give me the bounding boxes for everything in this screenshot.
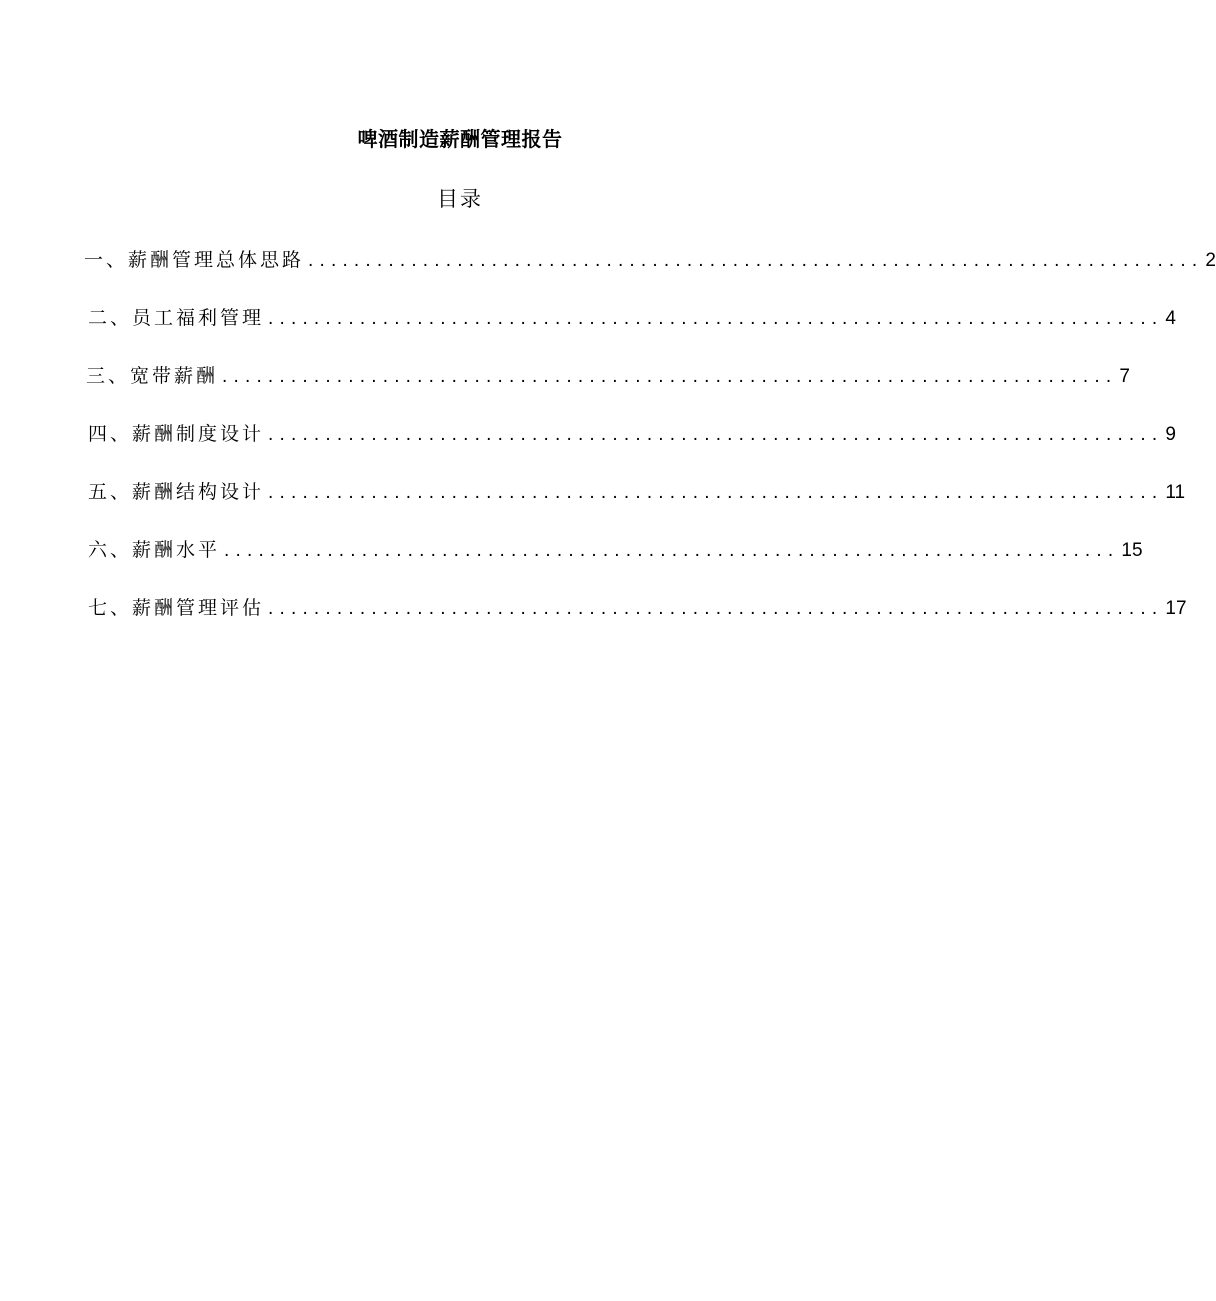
toc-entry-7[interactable] [88, 592, 1187, 624]
toc-entry-5[interactable] [88, 476, 1186, 508]
toc-entry-label: 一、薪酬管理总体思路 [84, 249, 305, 271]
toc-entry-label: 三、宽带薪酬 [86, 365, 219, 387]
toc-page-number: 2 [1205, 250, 1216, 271]
toc-entry-label: 二、员工福利管理 [88, 307, 265, 329]
toc-entry-2[interactable] [88, 302, 1176, 334]
toc-entry-3[interactable] [86, 360, 1130, 392]
toc-dot-leader: .............................................................................. [308, 250, 1204, 271]
toc-dot-leader: .............................................................................. [268, 308, 1164, 329]
toc-page-number: 17 [1165, 598, 1187, 619]
toc-dot-leader: .............................................................................. [222, 366, 1118, 387]
toc-entry-label: 七、薪酬管理评估 [88, 597, 265, 619]
toc-page-number: 15 [1121, 540, 1143, 561]
toc-entry-label: 四、薪酬制度设计 [88, 423, 265, 445]
toc-heading: 目录 [437, 187, 483, 211]
toc-entry-label: 五、薪酬结构设计 [88, 481, 265, 503]
toc-entry-6[interactable] [88, 534, 1143, 566]
toc-entry-4[interactable] [88, 418, 1176, 450]
toc-entry-1[interactable] [84, 244, 1216, 276]
toc-page-number: 11 [1165, 482, 1186, 503]
toc-dot-leader: .............................................................................. [224, 540, 1120, 561]
toc-dot-leader: .............................................................................. [268, 598, 1164, 619]
toc-dot-leader: .............................................................................. [268, 482, 1164, 503]
toc-page-number: 4 [1165, 308, 1176, 329]
toc-entry-label: 六、薪酬水平 [88, 539, 221, 561]
toc-dot-leader: .............................................................................. [268, 424, 1164, 445]
toc-page-number: 7 [1119, 366, 1130, 387]
toc-page-number: 9 [1165, 424, 1176, 445]
document-title: 啤酒制造薪酬管理报告 [357, 127, 563, 151]
